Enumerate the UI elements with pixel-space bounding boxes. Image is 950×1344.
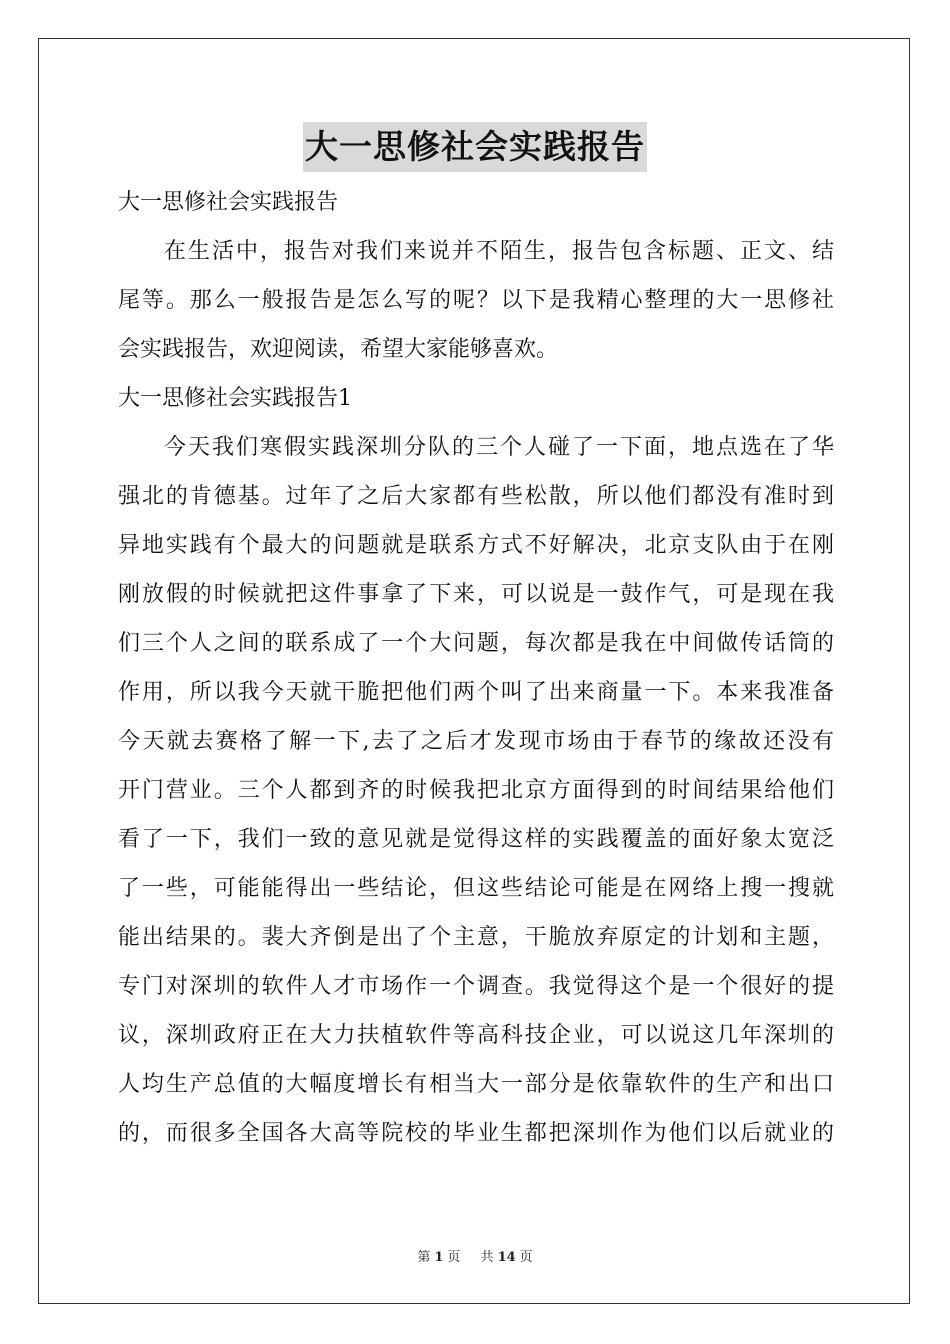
total-prefix: 共 <box>480 1250 494 1265</box>
body-line: 了一些，可能能得出一些结论，但这些结论可能是在网络上搜一搜就 <box>118 876 834 901</box>
body-line: 们三个人之间的联系成了一个大问题，每次都是我在中间做传话筒的 <box>118 631 834 656</box>
total-indicator <box>477 1250 537 1265</box>
intro-line: 会实践报告，欢迎阅读，希望大家能够喜欢。 <box>118 337 559 362</box>
subtitle: 大一思修社会实践报告 <box>118 190 339 215</box>
body-line: 今天我们寒假实践深圳分队的三个人碰了一下面，地点选在了华 <box>164 435 834 460</box>
intro-line: 在生活中，报告对我们来说并不陌生，报告包含标题、正文、结 <box>164 239 834 264</box>
body-line: 议，深圳政府正在大力扶植软件等高科技企业，可以说这几年深圳的 <box>118 1023 834 1048</box>
total-suffix: 页 <box>519 1250 533 1265</box>
body-line: 能出结果的。裴大齐倒是出了个主意，干脆放弃原定的计划和主题， <box>118 925 834 950</box>
section-heading: 大一思修社会实践报告1 <box>118 386 352 411</box>
body-line: 作用，所以我今天就干脆把他们两个叫了出来商量一下。本来我准备 <box>118 680 834 705</box>
page-prefix: 第 <box>417 1250 431 1265</box>
body-line: 刚放假的时候就把这件事拿了下来，可以说是一鼓作气，可是现在我 <box>118 582 834 607</box>
body-line: 强北的肯德基。过年了之后大家都有些松散，所以他们都没有准时到 <box>118 484 834 509</box>
body-line: 今天就去赛格了解一下,去了之后才发现市场由于春节的缘故还没有 <box>118 729 834 754</box>
body-line: 人均生产总值的大幅度增长有相当大一部分是依靠软件的生产和出口 <box>118 1072 834 1097</box>
document-title: 大一思修社会实践报告 <box>303 122 647 172</box>
body-line: 开门营业。三个人都到齐的时候我把北京方面得到的时间结果给他们 <box>118 778 834 803</box>
intro-line: 尾等。那么一般报告是怎么写的呢？以下是我精心整理的大一思修社 <box>118 288 834 313</box>
page-number: 1 <box>434 1250 444 1265</box>
title-container <box>0 122 950 172</box>
body-line: 看了一下，我们一致的意见就是觉得这样的实践覆盖的面好象太宽泛 <box>118 827 834 852</box>
page-indicator <box>413 1250 464 1265</box>
body-line: 异地实践有个最大的问题就是联系方式不好解决，北京支队由于在刚 <box>118 533 834 558</box>
body-line: 专门对深圳的软件人才市场作一个调查。我觉得这个是一个很好的提 <box>118 974 834 999</box>
body-line: 的，而很多全国各大高等院校的毕业生都把深圳作为他们以后就业的 <box>118 1121 834 1146</box>
total-pages: 14 <box>497 1250 516 1265</box>
page-suffix: 页 <box>447 1250 461 1265</box>
document-body <box>118 178 834 1158</box>
page-footer <box>0 1246 950 1265</box>
